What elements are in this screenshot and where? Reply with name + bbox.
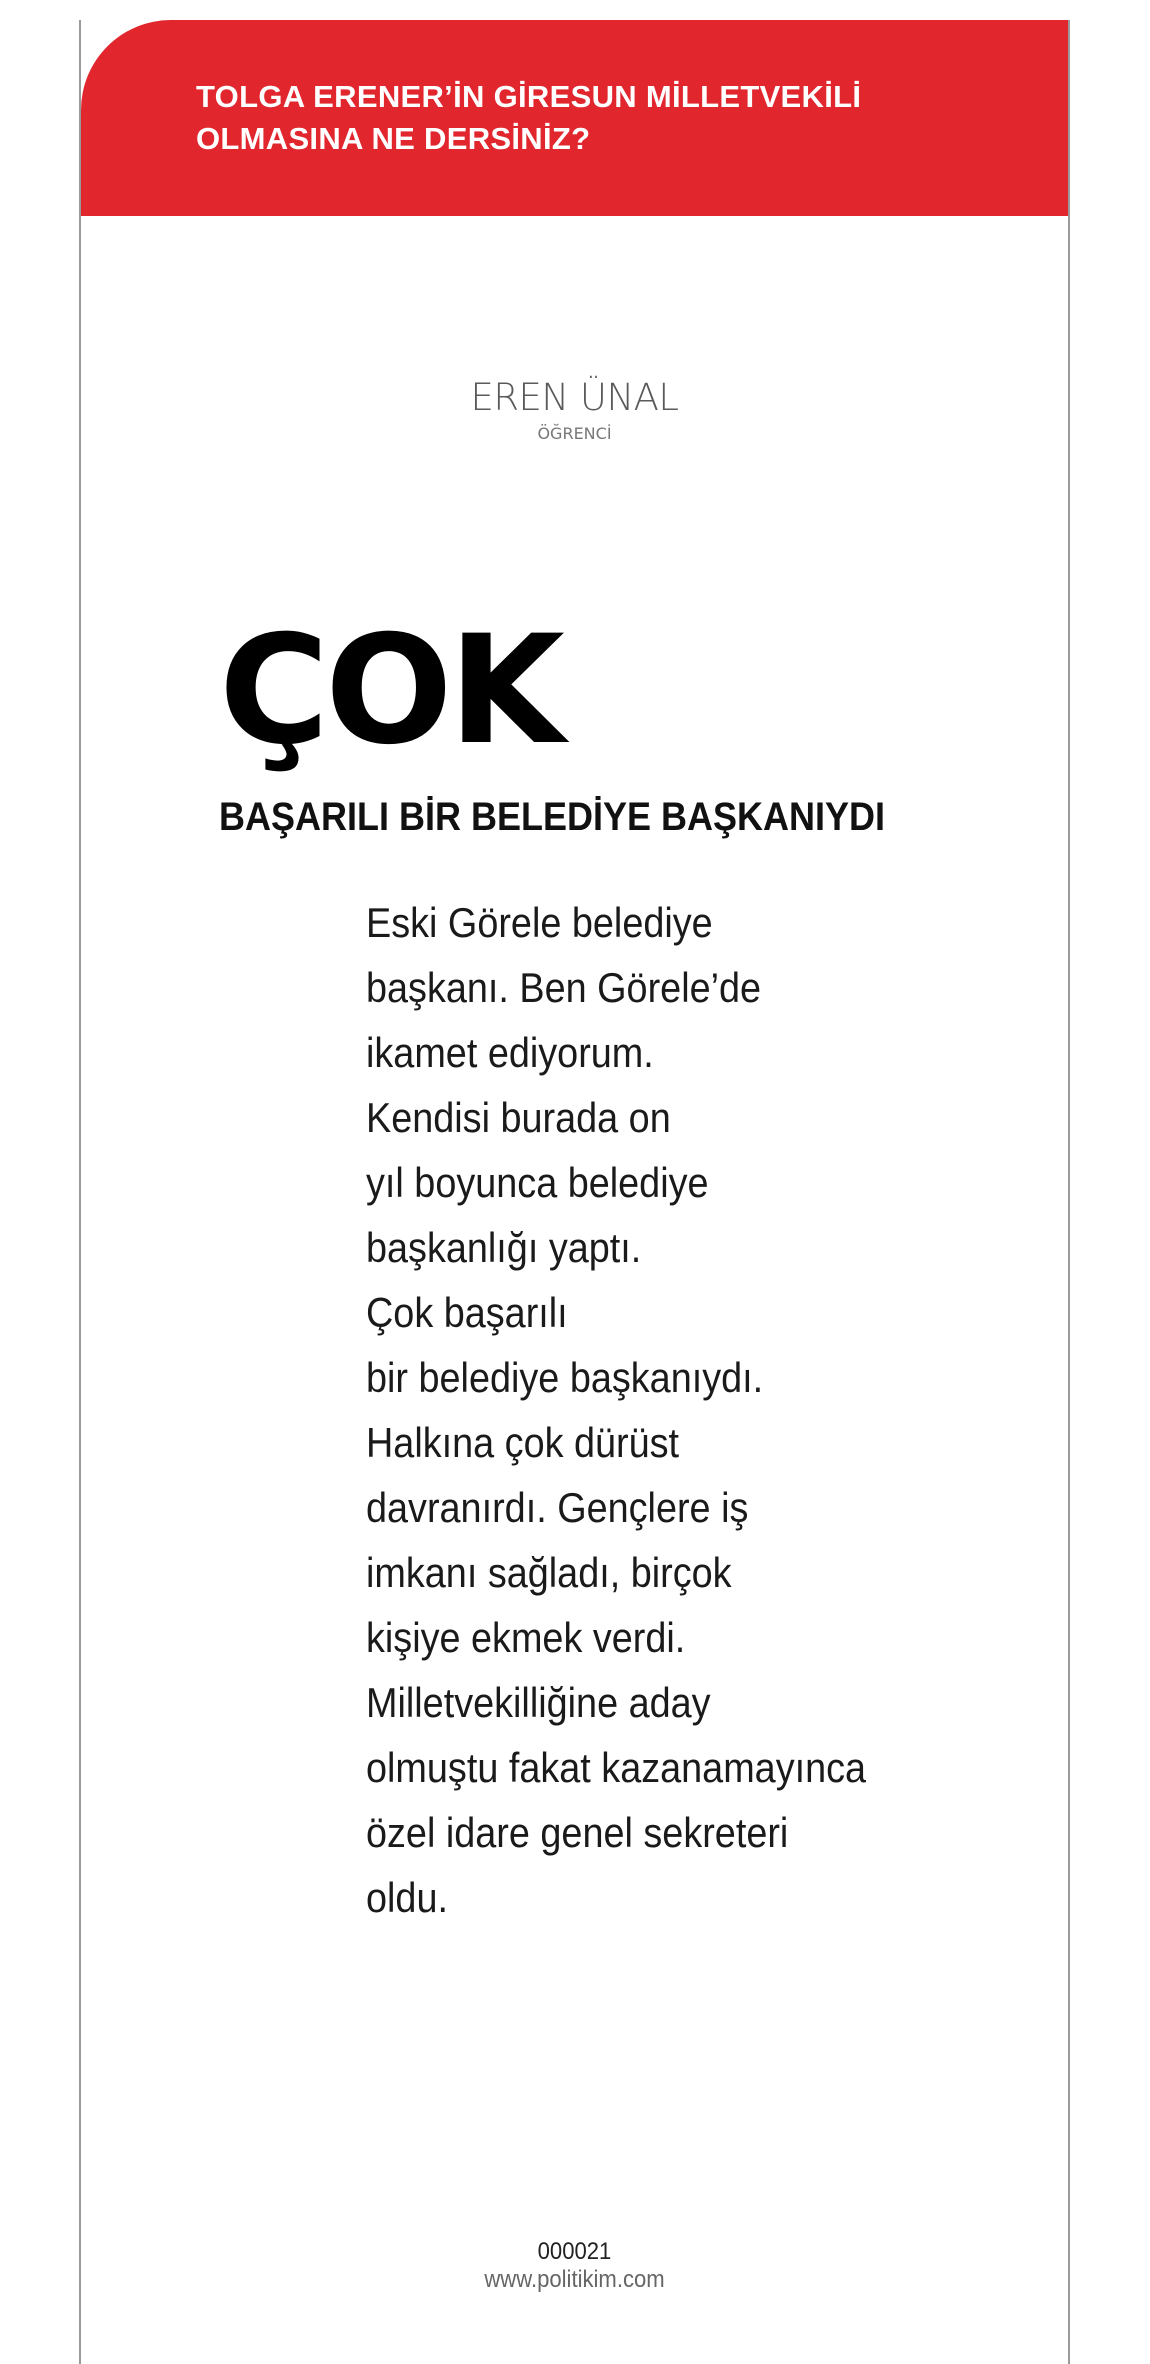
website-link[interactable]: www.politikim.com <box>484 2266 665 2293</box>
author-block <box>81 376 1068 444</box>
author-name: EREN ÜNAL <box>470 376 679 419</box>
article-subheading: BAŞARILI BİR BELEDİYE BAŞKANIYDI <box>219 795 886 839</box>
author-role: ÖĞRENCİ <box>537 424 612 443</box>
header-title: TOLGA ERENER’İN GİRESUN MİLLETVEKİLİ OLMASINA NE DERSİNİZ? <box>196 79 862 156</box>
page-number: 000021 <box>537 2238 612 2265</box>
header-banner <box>81 20 1068 216</box>
highlight-word: ÇOK <box>219 604 561 778</box>
footer <box>81 2238 1068 2294</box>
article-card <box>79 20 1070 2364</box>
article-body: Eski Görele belediye başkanı. Ben Görele’de ikamet ediyorum. Kendisi burada on yıl boyunca belediye başkanlığı yaptı. Çok başarılı bir belediye başkanıydı. Halkına çok dürüst davranırdı. Gençlere iş imkanı sağladı, birçok kişiye ekmek verdi. Milletvekilliğine aday olmuştu fakat kazanamayınca özel idare genel sekreteri oldu. <box>366 899 867 1921</box>
